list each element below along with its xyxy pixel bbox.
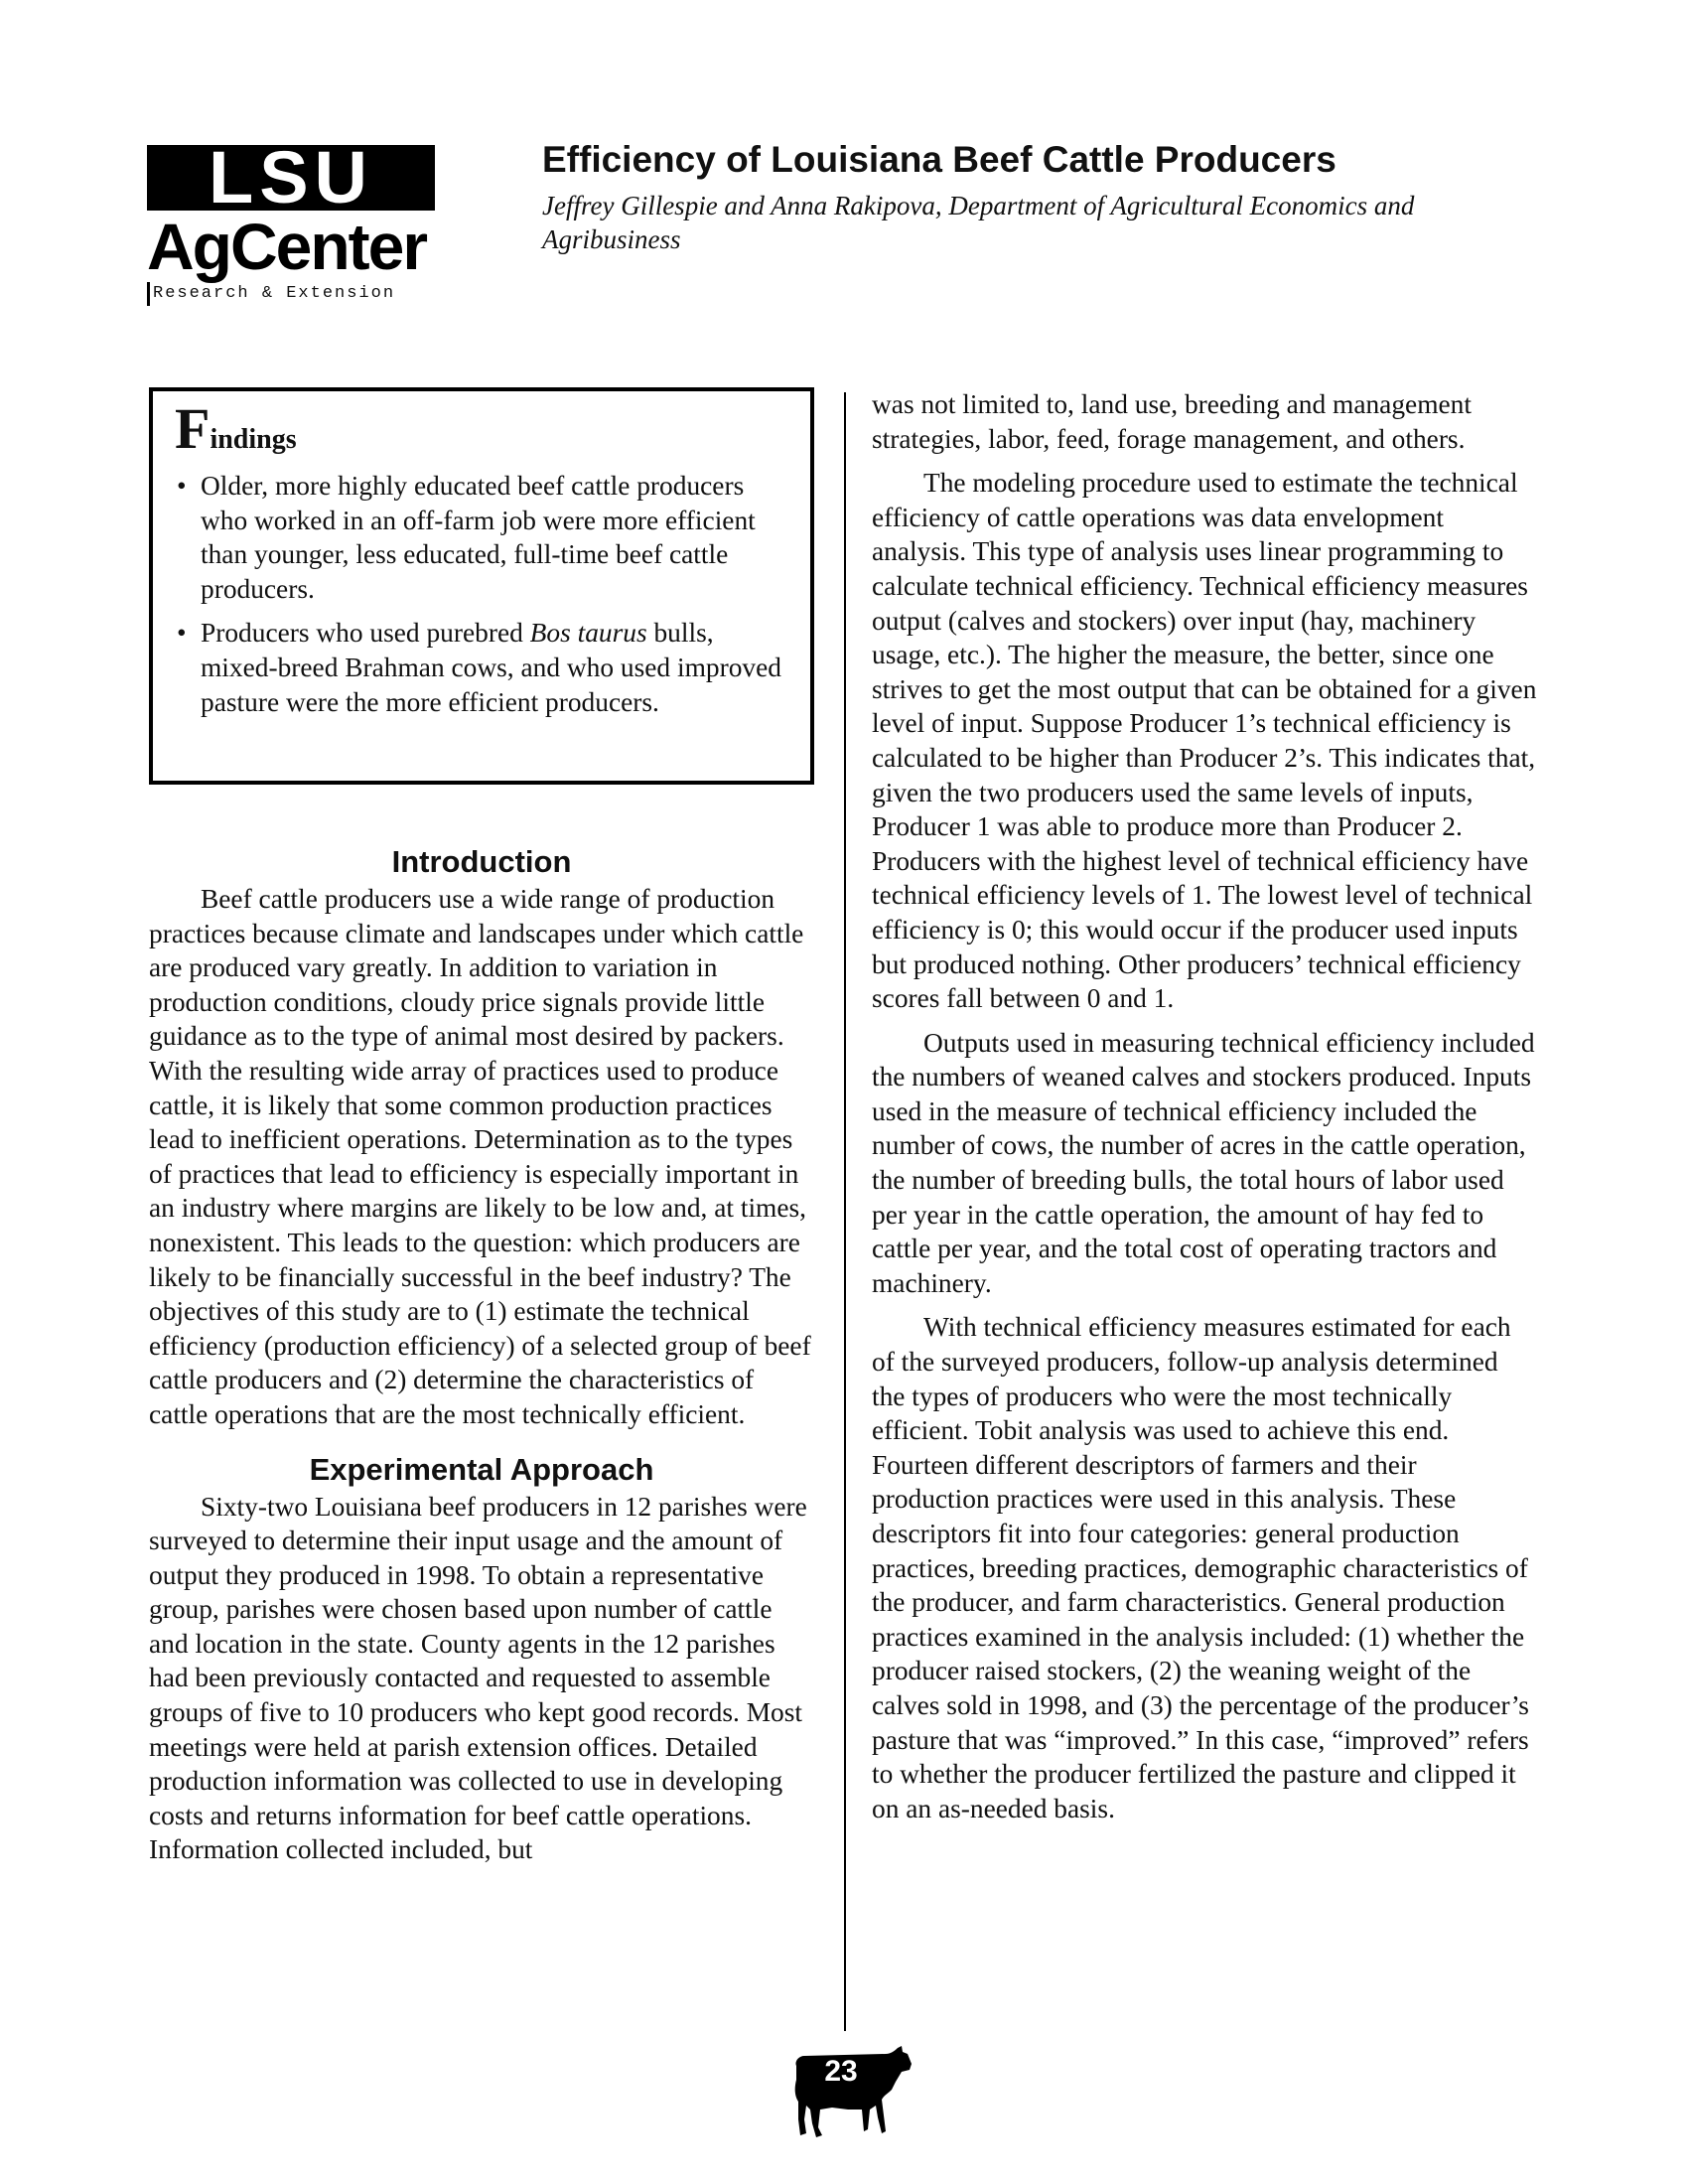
findings-bullet-text: Producers who used purebred: [201, 618, 530, 649]
findings-bullet: [175, 616, 788, 719]
logo-agcenter-text: AgCenter: [147, 210, 427, 283]
introduction-paragraph: Beef cattle producers use a wide range of production practices because climate and landscapes under which cattle are produced vary greatly. In addition to variation in production conditions, cloudy price signals provide little guidance as to the type of animal most desired by packers. With the resulting wide array of practices used to produce cattle, it is likely that some common production practices lead to inefficient operations. Determination as to the types of practices that lead to efficiency is especially important in an industry where margins are likely to be low and, at times, nonexistent. This leads to the question: which producers are likely to be financially successful in the beef industry? The objectives of this study are to (1) estimate the technical efficiency (production efficiency) of a selected group of beef cattle producers and (2) determine the characteristics of cattle operations that are the most technically efficient.: [149, 884, 811, 1429]
findings-heading-rest: indings: [210, 424, 297, 455]
article-title: Efficiency of Louisiana Beef Cattle Producers: [542, 139, 1336, 180]
findings-bullet-text: bulls, mixed-breed Brahman cows, and who used improved pasture were the more efficient producers.: [201, 618, 781, 717]
lsu-agcenter-logo: [147, 136, 435, 306]
introduction-heading: Introduction: [391, 844, 572, 879]
findings-list: [175, 469, 788, 719]
approach-paragraph: Sixty-two Louisiana beef producers in 12 parishes were surveyed to determine their input usage and the amount of output they produced in 1998. To obtain a representative group, parishes were chosen based upon number of cattle and location in the state. County agents in the 12 parishes had been previously contacted and requested to assemble groups of five to 10 producers who kept good records. Most meetings were held at parish extension offices. Detailed production information was collected to use in developing costs and returns information for beef cattle operations. Information collected included, but: [149, 1491, 807, 1865]
article-authors: Jeffrey Gillespie and Anna Rakipova, Department of Agricultural Economics and Agribusiness: [542, 191, 1415, 254]
column-divider: [844, 392, 846, 2031]
findings-heading: [175, 396, 788, 461]
left-column: [149, 387, 814, 1867]
findings-drop-cap: F: [175, 396, 211, 461]
findings-bullet-species: Bos taurus: [529, 618, 647, 649]
findings-bullet: • Older, more highly educated beef cattle producers who worked in an off-farm job were more efficient than younger, less educated, full-time beef cattle producers.: [175, 469, 788, 606]
logo-lsu-text: LSU: [147, 145, 435, 211]
page-number: 23: [824, 2055, 858, 2088]
modeling-paragraph: The modeling procedure used to estimate the technical efficiency of cattle operations was data envelopment analysis. This type of analysis uses linear programming to calculate technical efficiency. Technical efficiency measures output (calves and stockers) over input (hay, machinery usage, etc.). The higher the measure, the better, since one strives to get the most output that can be obtained for a given level of input. Suppose Producer 1’s technical efficiency is calculated to be higher than Producer 2’s. This indicates that, given the two producers used the same levels of inputs, Producer 1 was able to produce more than Producer 2. Producers with the highest level of technical efficiency have technical efficiency levels of 1. The lowest level of technical efficiency is 0; this would occur if the producer used inputs but produced nothing. Other producers’ technical efficiency scores fall between 0 and 1.: [872, 468, 1537, 1014]
tobit-paragraph: With technical efficiency measures estimated for each of the surveyed producers, follow-up analysis determined the types of producers who were the most technically efficient. Tobit analysis was used to achieve this end. Fourteen different descriptors of farmers and their production practices were used in this analysis. These descriptors fit into four categories: general production practices, breeding practices, demographic characteristics of the producer, and farm characteristics. General production practices examined in the analysis included: (1) whether the producer raised stockers, (2) the weaning weight of the calves sold in 1998, and (3) the percentage of the producer’s pasture that was “improved.” In this case, “improved” refers to whether the producer fertilized the pasture and clipped it on an as-needed basis.: [872, 1312, 1529, 1823]
right-column: [872, 387, 1537, 1835]
logo-subtitle: Research & Extension: [147, 282, 435, 306]
findings-box: [149, 387, 814, 785]
approach-continued-paragraph: was not limited to, land use, breeding and management strategies, labor, feed, forage management, and others.: [872, 389, 1472, 454]
approach-heading: Experimental Approach: [309, 1451, 654, 1487]
outputs-inputs-paragraph: Outputs used in measuring technical efficiency included the numbers of weaned calves and stockers produced. Inputs used in the measure of technical efficiency included the number of cows, the number of acres in the cattle operation, the number of breeding bulls, the total hours of labor used per year in the cattle operation, the amount of hay fed to cattle per year, and the total cost of operating tractors and machinery.: [872, 1027, 1535, 1298]
